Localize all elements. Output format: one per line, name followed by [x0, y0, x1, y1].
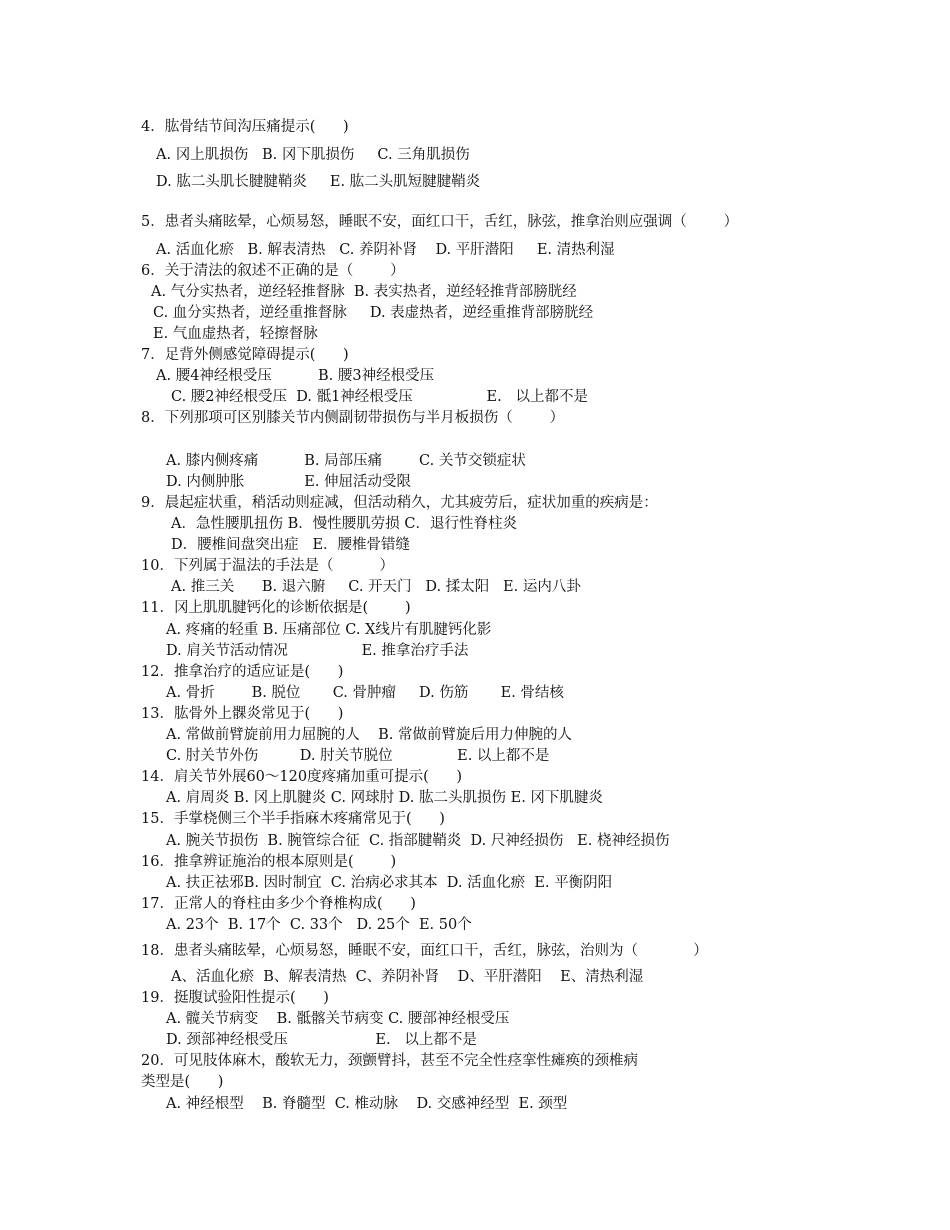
option-line: D. 肱二头肌长腱腱鞘炎 E. 肱二头肌短腱腱鞘炎 [156, 174, 481, 190]
question-stem: 4．肱骨结节间沟压痛提示( ) [141, 119, 349, 135]
option-line: A. 推三关 B. 退六腑 C. 开天门 D. 揉太阳 E. 运内八卦 [171, 579, 581, 595]
question-stem: 20．可见肢体麻木，酸软无力，颈颤臂抖，甚至不完全性痉挛性瘫痪的颈椎病 [141, 1053, 638, 1069]
question-stem: 11．冈上肌肌腱钙化的诊断依据是( ) [141, 600, 411, 616]
question-stem: 19．挺腹试验阳性提示( ) [141, 990, 329, 1006]
option-line: A. 骨折 B. 脱位 C. 骨肿瘤 D. 伤筋 E. 骨结核 [166, 685, 564, 701]
question-stem: 18．患者头痛眩晕，心烦易怒，睡眠不安，面红口干，舌红，脉弦，治则为（ ） [141, 943, 708, 959]
question-stem: 5．患者头痛眩晕，心烦易怒，睡眠不安，面红口干，舌红，脉弦，推拿治则应强调（ ） [141, 214, 739, 230]
option-line: A. 冈上肌损伤 B. 冈下肌损伤 C. 三角肌损伤 [156, 147, 470, 163]
question-stem: 14．肩关节外展60～120度疼痛加重可提示( ) [141, 769, 463, 785]
question-stem-continued: 类型是( ) [141, 1074, 224, 1090]
question-stem: 17．正常人的脊柱由多少个脊椎构成( ) [141, 896, 416, 912]
option-line: A. 气分实热者，逆经轻推督脉 B. 表实热者，逆经轻推背部膀胱经 [151, 284, 577, 300]
question-stem: 10．下列属于温法的手法是（ ） [141, 558, 395, 574]
option-line: A. 扶正祛邪B. 因时制宜 C. 治病必求其本 D. 活血化瘀 E. 平衡阴阳 [166, 875, 613, 891]
option-line: A. 神经根型 B. 脊髓型 C. 椎动脉 D. 交感神经型 E. 颈型 [166, 1096, 568, 1112]
question-stem: 9．晨起症状重，稍活动则症减，但活动稍久，尤其疲劳后，症状加重的疾病是： [141, 495, 658, 511]
option-line: C. 腰2神经根受压 D. 骶1神经根受压 E. 以上都不是 [171, 389, 589, 405]
question-stem: 12．推拿治疗的适应证是( ) [141, 664, 344, 680]
option-line: A．急性腰肌扭伤 B．慢性腰肌劳损 C．退行性脊柱炎 [171, 516, 517, 532]
question-stem: 13．肱骨外上髁炎常见于( ) [141, 706, 344, 722]
option-line: A. 腰4神经根受压 B. 腰3神经根受压 [156, 368, 435, 384]
option-line: E. 气血虚热者，轻擦督脉 [153, 326, 318, 342]
option-line: D. 颈部神经根受压 E. 以上都不是 [166, 1032, 477, 1048]
option-line: C. 血分实热者，逆经重推督脉 D. 表虚热者，逆经重推背部膀胱经 [153, 305, 594, 321]
option-line: A、活血化瘀 B、解表清热 C、养阴补肾 D、平肝潜阳 E、清热利湿 [171, 969, 644, 985]
question-stem: 6．关于清法的叙述不正确的是（ ） [141, 263, 405, 279]
question-stem: 16．推拿辨证施治的根本原则是( ) [141, 854, 397, 870]
question-stem: 15．手掌桡侧三个半手指麻木疼痛常见于( ) [141, 811, 445, 827]
option-line: A. 膝内侧疼痛 B. 局部压痛 C. 关节交锁症状 [166, 453, 526, 469]
option-line: A. 髋关节病变 B. 骶髂关节病变 C. 腰部神经根受压 [166, 1011, 510, 1027]
option-line: A. 腕关节损伤 B. 腕管综合征 C. 指部腱鞘炎 D. 尺神经损伤 E. 桡神经损伤 [166, 833, 670, 849]
option-line: D. 内侧肿胀 E. 伸屈活动受限 [166, 474, 412, 490]
option-line: A. 23个 B. 17个 C. 33个 D. 25个 E. 50个 [166, 917, 472, 933]
option-line: A. 肩周炎 B. 冈上肌腱炎 C. 网球肘 D. 肱二头肌损伤 E. 冈下肌腱炎 [166, 790, 603, 806]
option-line: A. 疼痛的轻重 B. 压痛部位 C. X线片有肌腱钙化影 [166, 622, 492, 638]
option-line: A. 活血化瘀 B. 解表清热 C. 养阴补肾 D. 平肝潜阳 E. 清热利湿 [156, 242, 615, 258]
option-line: A. 常做前臂旋前用力屈腕的人 B. 常做前臂旋后用力伸腕的人 [166, 727, 572, 743]
option-line: C. 肘关节外伤 D. 肘关节脱位 E. 以上都不是 [166, 748, 550, 764]
option-line: D．腰椎间盘突出症 E．腰椎骨错缝 [171, 537, 411, 553]
option-line: D. 肩关节活动情况 E. 推拿治疗手法 [166, 643, 469, 659]
question-stem: 8．下列那项可区别膝关节内侧副韧带损伤与半月板损伤（ ） [141, 410, 565, 426]
question-stem: 7．足背外侧感觉障碍提示( ) [141, 347, 349, 363]
